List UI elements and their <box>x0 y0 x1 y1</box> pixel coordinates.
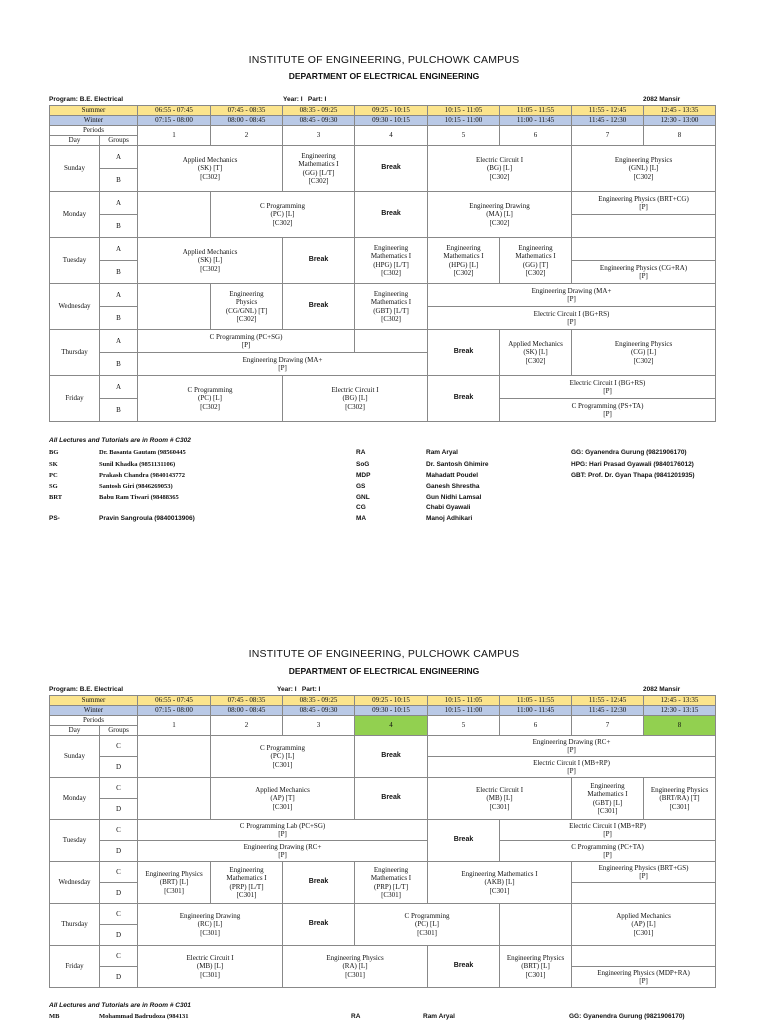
class-cell: Electric Circuit I (MB+RP) [P] <box>428 757 716 778</box>
class-cell: Applied Mechanics (AP) [L] [C301] <box>572 904 716 946</box>
group-b: B <box>100 261 138 284</box>
winter-slot: 11:45 - 12:30 <box>572 706 644 716</box>
empty-cell <box>138 736 211 778</box>
group-c: C <box>100 778 138 799</box>
summer-slot: 09:25 - 10:15 <box>355 106 428 116</box>
summer-slot: 12:45 - 13:35 <box>644 106 716 116</box>
teacher-name: Ram Aryal <box>423 1013 455 1020</box>
program-label: Program: B.E. Electrical <box>49 96 124 103</box>
break-cell: Break <box>428 376 500 422</box>
teacher-entry: GBT: Prof. Dr. Gyan Thapa (9841201935) <box>571 472 695 479</box>
class-cell: Engineering Physics (BRT+GS) [P] <box>572 862 716 883</box>
break-cell: Break <box>283 862 355 904</box>
class-cell: Applied Mechanics (SK) [L] [C302] <box>500 330 572 376</box>
groups-label: Groups <box>100 726 138 736</box>
break-cell: Break <box>355 778 428 820</box>
day-sunday: Sunday <box>50 736 100 778</box>
class-cell: Engineering Physics (MDP+RA) [P] <box>572 967 716 988</box>
winter-slot: 11:00 - 11:45 <box>500 706 572 716</box>
teacher-code: MA <box>356 515 367 522</box>
period-number: 6 <box>500 716 572 736</box>
teacher-entry: HPG: Hari Prasad Gyawali (9840176012) <box>571 461 694 468</box>
teacher-name: Mohammad Badrudoza (984131 <box>99 1013 189 1020</box>
class-cell: Engineering Physics (CG/GNL) [T] [C302] <box>211 284 283 330</box>
class-cell: Electric Circuit I (MB) [L] [C301] <box>428 778 572 820</box>
teacher-name: Ram Aryal <box>426 449 458 456</box>
group-d: D <box>100 757 138 778</box>
winter-slot: 09:30 - 10:15 <box>355 116 428 126</box>
class-cell: Engineering Mathematics I (HPG) [L] [C302] <box>428 238 500 284</box>
timetable-sheet-2 <box>0 640 768 1024</box>
periods-label: Periods <box>50 716 138 726</box>
group-d: D <box>100 967 138 988</box>
class-cell: Engineering Physics (CG) [L] [C302] <box>572 330 716 376</box>
winter-label: Winter <box>50 706 138 716</box>
winter-slot: 11:45 - 12:30 <box>572 116 644 126</box>
break-cell: Break <box>428 820 500 862</box>
class-cell: Engineering Physics (BRT) [L] [C301] <box>500 946 572 988</box>
winter-slot: 12:30 - 13:15 <box>644 706 716 716</box>
class-cell: Applied Mechanics (AP) [T] [C301] <box>211 778 355 820</box>
summer-slot: 08:35 - 09:25 <box>283 106 355 116</box>
winter-slot: 07:15 - 08:00 <box>138 706 211 716</box>
teacher-entry: GG: Gyanendra Gurung (9821906170) <box>571 449 687 456</box>
winter-slot: 12:30 - 13:00 <box>644 116 716 126</box>
group-d: D <box>100 841 138 862</box>
teacher-code: GS <box>356 483 366 490</box>
period-number: 4 <box>355 126 428 146</box>
class-cell: C Programming (PS+TA) [P] <box>500 399 716 422</box>
group-a: A <box>100 376 138 399</box>
teacher-code: SoG <box>356 461 370 468</box>
teacher-code: MDP <box>356 472 371 479</box>
institute-title: INSTITUTE OF ENGINEERING, PULCHOWK CAMPUS <box>248 648 520 660</box>
teacher-code: BG <box>49 449 59 456</box>
class-cell: Engineering Mathematics I (PRP) [L/T] [C301] <box>355 862 428 904</box>
teacher-code: MB <box>49 1013 60 1020</box>
break-cell: Break <box>283 238 355 284</box>
class-cell: Engineering Mathematics I (GG) [L/T] [C302] <box>283 146 355 192</box>
institute-title: INSTITUTE OF ENGINEERING, PULCHOWK CAMPUS <box>248 54 520 66</box>
class-cell: Engineering Mathematics I (PRP) [L/T] [C301] <box>211 862 283 904</box>
day-label: Day <box>50 136 100 146</box>
break-cell: Break <box>283 284 355 330</box>
class-cell: Engineering Physics (GNL) [L] [C302] <box>572 146 716 192</box>
winter-slot: 11:00 - 11:45 <box>500 116 572 126</box>
class-cell: Electric Circuit I (MB+RP) [P] <box>500 820 716 841</box>
department-title: DEPARTMENT OF ELECTRICAL ENGINEERING <box>288 666 480 676</box>
period-number: 2 <box>211 126 283 146</box>
winter-label: Winter <box>50 116 138 126</box>
summer-slot: 12:45 - 13:35 <box>644 696 716 706</box>
teacher-name: Prakash Chandra (9840143772 <box>99 472 185 479</box>
class-cell: Engineering Physics (RA) [L] [C301] <box>283 946 428 988</box>
class-cell: Engineering Mathematics I (GG) [T] [C302] <box>500 238 572 284</box>
group-b: B <box>100 215 138 238</box>
winter-slot: 07:15 - 08:00 <box>138 116 211 126</box>
class-cell: C Programming (PC) [L] [C302] <box>138 376 283 422</box>
period-number: 7 <box>572 716 644 736</box>
class-cell: Engineering Drawing (RC+ [P] <box>138 841 428 862</box>
winter-slot: 08:00 - 08:45 <box>211 116 283 126</box>
break-cell: Break <box>428 330 500 376</box>
class-cell: C Programming Lab (PC+SG) [P] <box>138 820 428 841</box>
class-cell: Electric Circuit I (BG) [L] [C302] <box>428 146 572 192</box>
summer-slot: 08:35 - 09:25 <box>283 696 355 706</box>
group-b: B <box>100 399 138 422</box>
teacher-code: BRT <box>49 494 63 501</box>
winter-slot: 08:45 - 09:30 <box>283 706 355 716</box>
teacher-name: Chabi Gyawali <box>426 504 471 511</box>
period-number-highlighted: 8 <box>644 716 716 736</box>
empty-cell <box>572 883 716 904</box>
class-cell: Engineering Drawing (MA+ [P] <box>138 353 428 376</box>
break-cell: Break <box>428 946 500 988</box>
empty-cell <box>572 238 716 261</box>
group-a: A <box>100 192 138 215</box>
summer-slot: 11:05 - 11:55 <box>500 696 572 706</box>
teacher-code: SK <box>49 461 58 468</box>
summer-slot: 10:15 - 11:05 <box>428 696 500 706</box>
program-label: Program: B.E. Electrical <box>49 686 124 693</box>
class-cell: Engineering Mathematics I (GBT) [L/T] [C302] <box>355 284 428 330</box>
class-cell: Engineering Mathematics I (HPG) [L/T] [C302] <box>355 238 428 284</box>
teacher-name: Manoj Adhikari <box>426 515 473 522</box>
class-cell: C Programming (PC) [L] [C302] <box>211 192 355 238</box>
timetable-grid <box>49 105 716 422</box>
period-number: 5 <box>428 716 500 736</box>
groups-label: Groups <box>100 136 138 146</box>
class-cell: Electric Circuit I (MB) [L] [C301] <box>138 946 283 988</box>
summer-slot: 06:55 - 07:45 <box>138 696 211 706</box>
department-title: DEPARTMENT OF ELECTRICAL ENGINEERING <box>288 71 480 81</box>
empty-cell <box>355 330 428 353</box>
group-d: D <box>100 883 138 904</box>
class-cell: C Programming (PC+TA) [P] <box>500 841 716 862</box>
group-b: B <box>100 307 138 330</box>
class-cell: Engineering Mathematics I (GBT) [L] [C301] <box>572 778 644 820</box>
period-number: 7 <box>572 126 644 146</box>
class-cell: Engineering Drawing (RC) [L] [C301] <box>138 904 283 946</box>
empty-cell <box>572 215 716 238</box>
periods-label: Periods <box>50 126 138 136</box>
class-cell: Engineering Physics (CG+RA) [P] <box>572 261 716 284</box>
teacher-code: RA <box>356 449 366 456</box>
room-note: All Lectures and Tutorials are in Room # C301 <box>49 1002 191 1009</box>
day-wednesday: Wednesday <box>50 862 100 904</box>
class-cell: Engineering Physics (BRT) [L] [C301] <box>138 862 211 904</box>
group-c: C <box>100 904 138 925</box>
teacher-name: Dr. Santosh Ghimire <box>426 461 489 468</box>
group-d: D <box>100 925 138 946</box>
period-number-highlighted: 4 <box>355 716 428 736</box>
room-note: All Lectures and Tutorials are in Room # C302 <box>49 437 191 444</box>
period-number: 5 <box>428 126 500 146</box>
session-label: 2082 Mansir <box>643 96 681 103</box>
group-c: C <box>100 820 138 841</box>
teacher-code: SG <box>49 483 58 490</box>
teacher-code: RA <box>351 1013 361 1020</box>
period-number: 1 <box>138 126 211 146</box>
class-cell: Electric Circuit I (BG+RS) [P] <box>428 307 716 330</box>
winter-slot: 08:45 - 09:30 <box>283 116 355 126</box>
empty-cell <box>138 778 211 820</box>
teacher-name: Dr. Basanta Gautam (98560445 <box>99 449 186 456</box>
teacher-name: Pravin Sangroula (9840013906) <box>99 515 195 522</box>
empty-cell <box>572 946 716 967</box>
summer-label: Summer <box>50 106 138 116</box>
teacher-name: Gun Nidhi Lamsal <box>426 494 482 501</box>
teacher-code: PC <box>49 472 58 479</box>
period-number: 6 <box>500 126 572 146</box>
day-thursday: Thursday <box>50 330 100 376</box>
empty-cell <box>138 284 211 330</box>
class-cell: C Programming (PC) [L] [C301] <box>211 736 355 778</box>
day-tuesday: Tuesday <box>50 820 100 862</box>
period-number: 2 <box>211 716 283 736</box>
teacher-name: Babu Ram Tiwari (98488365 <box>99 494 179 501</box>
session-label: 2082 Mansir <box>643 686 681 693</box>
group-b: B <box>100 353 138 376</box>
day-sunday: Sunday <box>50 146 100 192</box>
break-cell: Break <box>355 736 428 778</box>
day-monday: Monday <box>50 778 100 820</box>
teacher-name: Mahadatt Poudel <box>426 472 479 479</box>
day-monday: Monday <box>50 192 100 238</box>
period-number: 3 <box>283 716 355 736</box>
day-wednesday: Wednesday <box>50 284 100 330</box>
class-cell: C Programming (PC+SG) [P] <box>138 330 355 353</box>
teacher-name: Sunil Khadka (9851131106) <box>99 461 176 468</box>
summer-slot: 09:25 - 10:15 <box>355 696 428 706</box>
class-cell: Engineering Physics (BRT/RA) [T] [C301] <box>644 778 716 820</box>
teacher-name: Santosh Giri (9846269053) <box>99 483 173 490</box>
summer-slot: 07:45 - 08:35 <box>211 696 283 706</box>
day-friday: Friday <box>50 946 100 988</box>
summer-slot: 11:55 - 12:45 <box>572 106 644 116</box>
summer-label: Summer <box>50 696 138 706</box>
winter-slot: 09:30 - 10:15 <box>355 706 428 716</box>
class-cell: Engineering Physics (BRT+CG) [P] <box>572 192 716 215</box>
timetable-grid <box>49 695 716 988</box>
empty-cell <box>138 192 211 238</box>
day-friday: Friday <box>50 376 100 422</box>
class-cell: Engineering Drawing (MA) [L] [C302] <box>428 192 572 238</box>
period-number: 1 <box>138 716 211 736</box>
break-cell: Break <box>283 904 355 946</box>
class-cell: Engineering Drawing (RC+ [P] <box>428 736 716 757</box>
summer-slot: 11:55 - 12:45 <box>572 696 644 706</box>
day-thursday: Thursday <box>50 904 100 946</box>
period-number: 3 <box>283 126 355 146</box>
class-cell: Engineering Drawing (MA+ [P] <box>428 284 716 307</box>
teacher-name: Ganesh Shrestha <box>426 483 480 490</box>
teacher-entry: GG: Gyanendra Gurung (9821906170) <box>569 1013 685 1020</box>
year-part-label: Year: I Part: I <box>283 96 327 103</box>
group-c: C <box>100 946 138 967</box>
summer-slot: 11:05 - 11:55 <box>500 106 572 116</box>
break-cell: Break <box>355 192 428 238</box>
group-a: A <box>100 238 138 261</box>
summer-slot: 07:45 - 08:35 <box>211 106 283 116</box>
teacher-code: PS- <box>49 515 60 522</box>
class-cell: Electric Circuit I (BG+RS) [P] <box>500 376 716 399</box>
empty-cell <box>500 904 572 946</box>
group-a: A <box>100 330 138 353</box>
class-cell: Electric Circuit I (BG) [L] [C302] <box>283 376 428 422</box>
group-a: A <box>100 284 138 307</box>
break-cell: Break <box>355 146 428 192</box>
year-part-label: Year: I Part: I <box>277 686 321 693</box>
summer-slot: 06:55 - 07:45 <box>138 106 211 116</box>
summer-slot: 10:15 - 11:05 <box>428 106 500 116</box>
day-label: Day <box>50 726 100 736</box>
winter-slot: 08:00 - 08:45 <box>211 706 283 716</box>
group-c: C <box>100 862 138 883</box>
period-number: 8 <box>644 126 716 146</box>
winter-slot: 10:15 - 11:00 <box>428 116 500 126</box>
winter-slot: 10:15 - 11:00 <box>428 706 500 716</box>
class-cell: Applied Mechanics (SK) [L] [C302] <box>138 238 283 284</box>
class-cell: Applied Mechanics (SK) [T] [C302] <box>138 146 283 192</box>
day-tuesday: Tuesday <box>50 238 100 284</box>
group-d: D <box>100 799 138 820</box>
group-b: B <box>100 169 138 192</box>
class-cell: C Programming (PC) [L] [C301] <box>355 904 500 946</box>
class-cell: Engineering Mathematics I (AKB) [L] [C301] <box>428 862 572 904</box>
group-a: A <box>100 146 138 169</box>
teacher-code: GNL <box>356 494 370 501</box>
group-c: C <box>100 736 138 757</box>
teacher-code: CG <box>356 504 366 511</box>
